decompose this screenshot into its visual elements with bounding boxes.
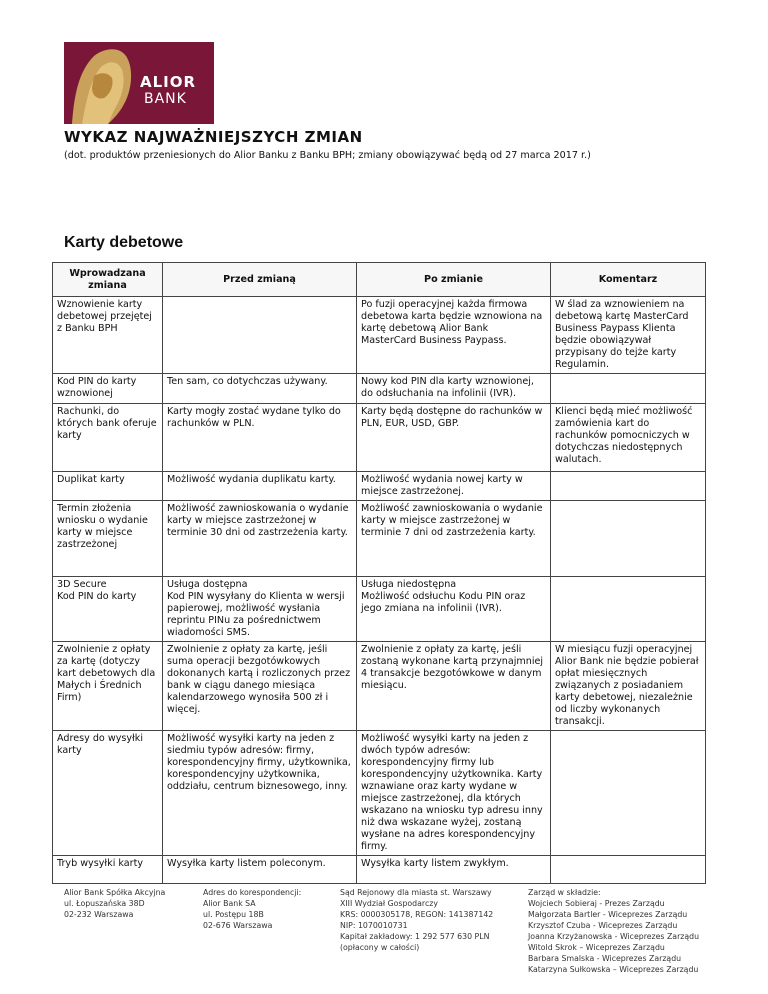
- footer-registry-info: Sąd Rejonowy dla miasta st. Warszawy XIII Wydział Gospodarczy KRS: 0000305178, REGON: 141387142 NIP: 1070010731 Kapitał zakładowy: 1 292 577 630 PLN (opłacony w całości): [340, 888, 494, 952]
- table-cell: Duplikat karty: [53, 472, 163, 501]
- table-cell: Rachunki, do których bank oferuje karty: [53, 404, 163, 472]
- section-title: Karty debetowe: [64, 234, 184, 251]
- header-cell: Przed zmianą: [163, 263, 357, 297]
- header-cell: Wprowadzana zmiana: [53, 263, 163, 297]
- changes-table: [52, 262, 706, 884]
- table-row: [53, 501, 706, 577]
- table-row: [53, 642, 706, 731]
- logo-text-alior: ALIOR: [140, 73, 197, 91]
- header-cell: Po zmianie: [357, 263, 551, 297]
- table-row: [53, 404, 706, 472]
- table-row: [53, 374, 706, 404]
- table-row: [53, 856, 706, 884]
- table-header-row: [53, 263, 706, 297]
- footer-management-board: Zarząd w składzie: Wojciech Sobieraj - Prezes Zarządu Małgorzata Bartler - Wiceprezes Zarządu Krzysztof Czuba - Wiceprezes Zarządu Joanna Krzyżanowska - Wiceprezes Zarządu Witold Skrok – Wiceprezes Zarządu Barbara Smalska - Wiceprezes Zarządu Katarzyna Sułkowska – Wiceprezes Zarządu: [528, 888, 700, 974]
- table-cell: [551, 472, 706, 501]
- header-cell: Komentarz: [551, 263, 706, 297]
- footer-company-address: Alior Bank Spółka Akcyjna ul. Łopuszańska 38D 02-232 Warszawa: [64, 888, 166, 919]
- document-subtitle: (dot. produktów przeniesionych do Alior Banku z Banku BPH; zmiany obowiązywać będą od 27 marca 2017 r.): [64, 150, 591, 161]
- document-title: WYKAZ NAJWAŻNIEJSZYCH ZMIAN: [64, 128, 363, 146]
- table-row: [53, 577, 706, 642]
- table-cell: Ten sam, co dotychczas używany.: [163, 374, 357, 404]
- table-cell: Kod PIN do karty wznowionej: [53, 374, 163, 404]
- table-cell: [551, 731, 706, 856]
- table-cell: Usługa dostępna Kod PIN wysyłany do Klienta w wersji papierowej, możliwość wysłania reprintu PINu za pośrednictwem wiadomości SMS.: [163, 577, 357, 642]
- table-cell: [163, 297, 357, 374]
- table-cell: Zwolnienie z opłaty za kartę, jeśli suma operacji bezgotówkowych dokonanych kartą i rozliczonych przez bank w ciągu danego miesiąca kalendarzowego wynosiła 500 zł i więcej.: [163, 642, 357, 731]
- table-cell: Zwolnienie z opłaty za kartę (dotyczy kart debetowych dla Małych i Średnich Firm): [53, 642, 163, 731]
- table-cell: [551, 374, 706, 404]
- table-cell: Możliwość wysyłki karty na jeden z siedmiu typów adresów: firmy, korespondencyjny firmy, użytkownika, korespondencyjny użytkownika, oddziału, centrum biznesowego, inny.: [163, 731, 357, 856]
- table-cell: Wysyłka karty listem zwykłym.: [357, 856, 551, 884]
- table-cell: Tryb wysyłki karty: [53, 856, 163, 884]
- table-cell: Po fuzji operacyjnej każda firmowa debetowa karta będzie wznowiona na kartę debetową Alior Bank MasterCard Business Paypass.: [357, 297, 551, 374]
- table-cell: Karty mogły zostać wydane tylko do rachunków w PLN.: [163, 404, 357, 472]
- table-cell: Możliwość wydania nowej karty w miejsce zastrzeżonej.: [357, 472, 551, 501]
- alior-bank-logo: [64, 42, 214, 124]
- table-cell: Nowy kod PIN dla karty wznowionej, do odsłuchania na infolinii (IVR).: [357, 374, 551, 404]
- table-row: [53, 472, 706, 501]
- table-cell: 3D Secure Kod PIN do karty: [53, 577, 163, 642]
- table-cell: Zwolnienie z opłaty za kartę, jeśli zostaną wykonane kartą przynajmniej 4 transakcje bezgotówkowe w danym miesiącu.: [357, 642, 551, 731]
- table-cell: W miesiącu fuzji operacyjnej Alior Bank nie będzie pobierał opłat miesięcznych związanych z posiadaniem karty debetowej, niezależnie od liczby wykonanych transakcji.: [551, 642, 706, 731]
- table-cell: [551, 501, 706, 577]
- table-row: [53, 731, 706, 856]
- logo-text-bank: BANK: [144, 91, 187, 107]
- table-cell: Możliwość wysyłki karty na jeden z dwóch typów adresów: korespondencyjny firmy lub korespondencyjny użytkownika. Karty wznawiane oraz karty wydane w miejsce zastrzeżonej, dla których wskazano na wniosku typ adresu inny niż dwa wskazane wyżej, zostaną wysłane na adres korespondencyjny firmy.: [357, 731, 551, 856]
- table-row: [53, 297, 706, 374]
- table-cell: Możliwość zawnioskowania o wydanie karty w miejsce zastrzeżonej w terminie 7 dni od zastrzeżenia karty.: [357, 501, 551, 577]
- table-cell: Możliwość wydania duplikatu karty.: [163, 472, 357, 501]
- table-cell: Karty będą dostępne do rachunków w PLN, EUR, USD, GBP.: [357, 404, 551, 472]
- table-cell: [551, 577, 706, 642]
- table-cell: Usługa niedostępna Możliwość odsłuchu Kodu PIN oraz jego zmiana na infolinii (IVR).: [357, 577, 551, 642]
- table-cell: [551, 856, 706, 884]
- table-cell: Klienci będą mieć możliwość zamówienia kart do rachunków pomocniczych w dotychczas niedostępnych walutach.: [551, 404, 706, 472]
- table-cell: Wznowienie karty debetowej przejętej z Banku BPH: [53, 297, 163, 374]
- table-cell: W ślad za wznowieniem na debetową kartę MasterCard Business Paypass Klienta będzie obowiązywał przypisany do tejże karty Regulamin.: [551, 297, 706, 374]
- table-cell: Wysyłka karty listem poleconym.: [163, 856, 357, 884]
- table-cell: Możliwość zawnioskowania o wydanie karty w miejsce zastrzeżonej w terminie 30 dni od zastrzeżenia karty.: [163, 501, 357, 577]
- table-cell: Termin złożenia wniosku o wydanie karty w miejsce zastrzeżonej: [53, 501, 163, 577]
- table-cell: Adresy do wysyłki karty: [53, 731, 163, 856]
- footer-correspondence-address: Adres do korespondencji: Alior Bank SA ul. Postępu 18B 02-676 Warszawa: [203, 888, 302, 930]
